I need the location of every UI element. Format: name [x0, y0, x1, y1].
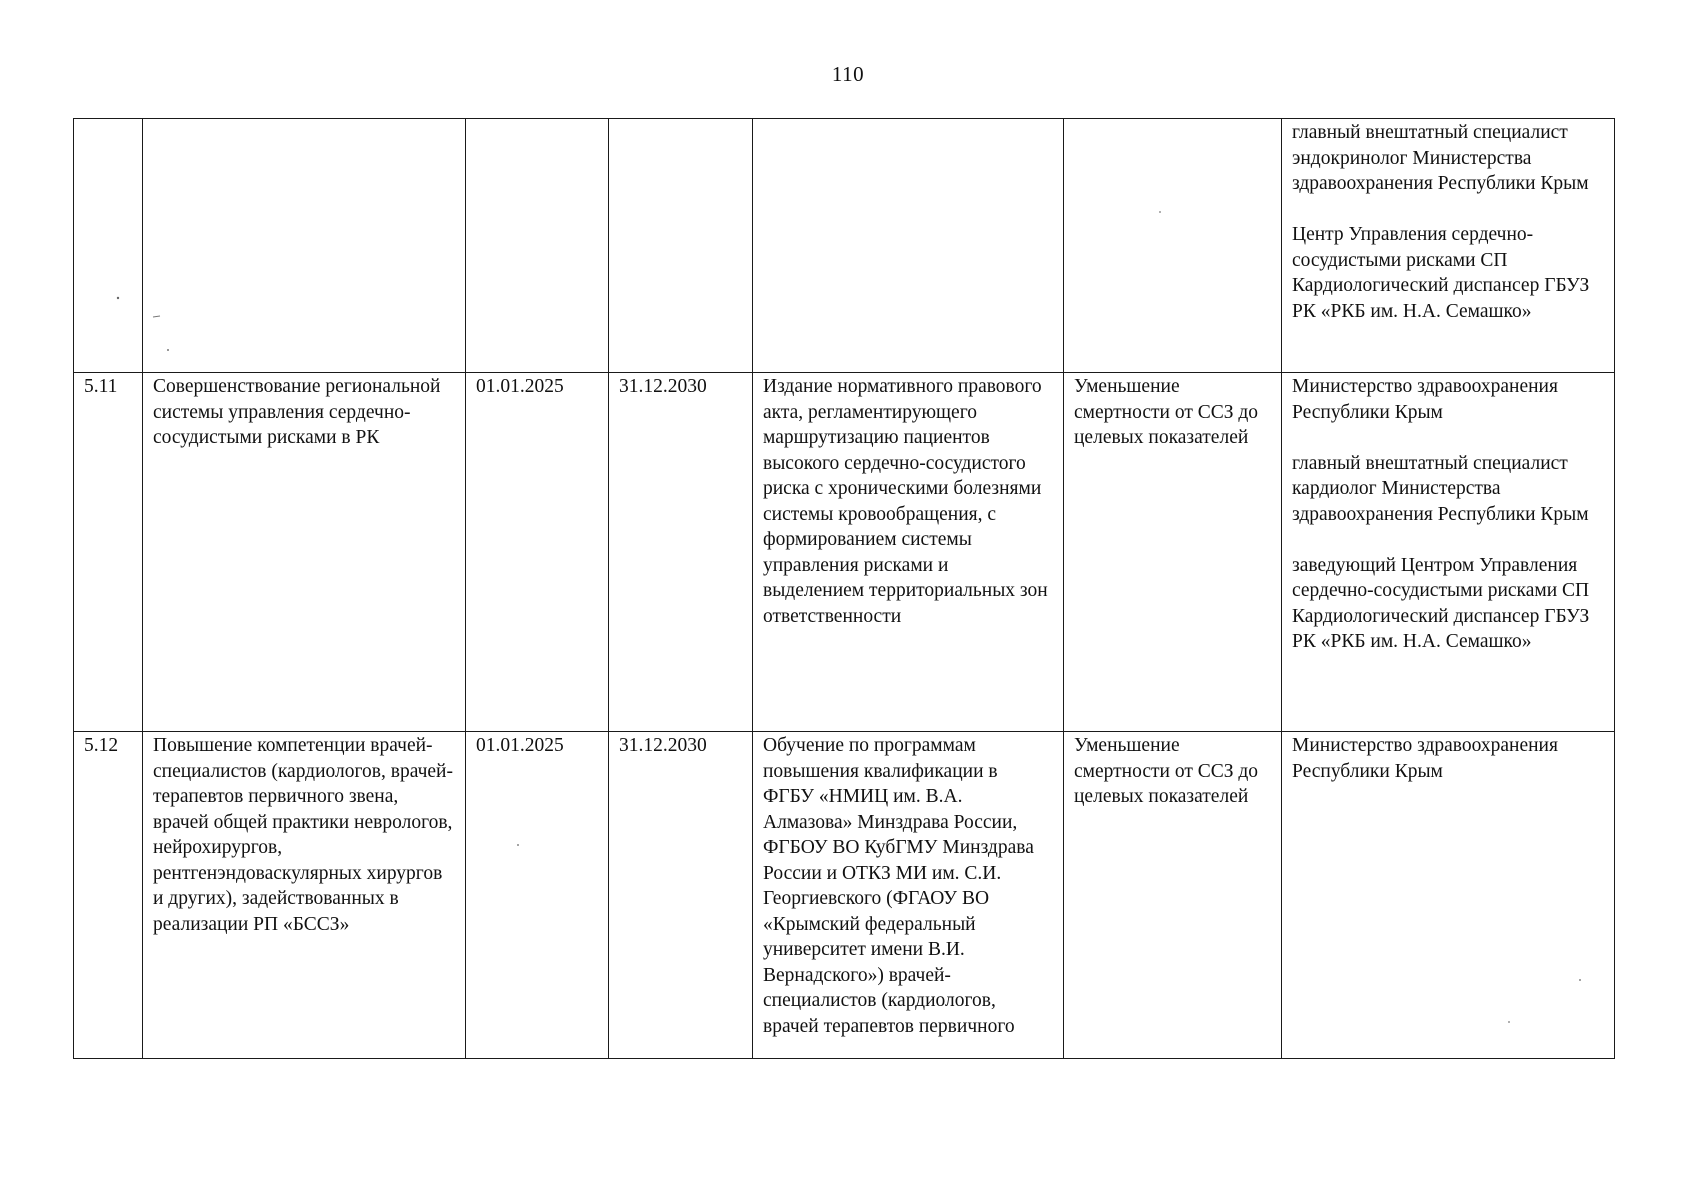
- cell-indicator: Уменьшение смертности от ССЗ до целевых показателей: [1064, 732, 1282, 1059]
- table-row: [74, 373, 1615, 732]
- responsible-entry: заведующий Центром Управления сердечно-сосудистыми рисками СП Кардиологический диспансер ГБУЗ РК «РКБ им. Н.А. Семашко»: [1292, 554, 1590, 652]
- cell-number: 5.11: [74, 373, 143, 732]
- table-row: [74, 119, 1615, 373]
- responsible-entry: Центр Управления сердечно-сосудистыми рисками СП Кардиологический диспансер ГБУЗ РК «РКБ им. Н.А. Семашко»: [1292, 224, 1590, 322]
- table-row: [74, 732, 1615, 1059]
- cell-result: Издание нормативного правового акта, регламентирующего маршрутизацию пациентов высокого сердечно-сосудистого риска с хроническими болезнями системы кровообращения, с формированием системы управления рисками и выделением территориальных зон ответственности: [753, 373, 1064, 732]
- cell-start-date: [466, 119, 609, 373]
- cell-number: 5.12: [74, 732, 143, 1059]
- responsible-entry: главный внештатный специалист кардиолог Министерства здравоохранения Республики Крым: [1292, 452, 1589, 525]
- cell-responsible: [1282, 373, 1615, 732]
- cell-indicator: Уменьшение смертности от ССЗ до целевых показателей: [1064, 373, 1282, 732]
- page-number: 110: [831, 62, 865, 86]
- cell-measure-name: Повышение компетенции врачей- специалистов (кардиологов, врачей-терапевтов первичного звена, врачей общей практики неврологов, нейрохирургов, рентгенэндоваскулярных хирургов и других), задействованных в реализации РП «БССЗ»: [143, 732, 466, 1059]
- cell-start-date: 01.01.2025: [466, 732, 609, 1059]
- cell-indicator: [1064, 119, 1282, 373]
- cell-measure-name: Совершенствование региональной системы управления сердечно-сосудистыми рисками в РК: [143, 373, 466, 732]
- cell-start-date: 01.01.2025: [466, 373, 609, 732]
- cell-responsible: [1282, 732, 1615, 1059]
- cell-responsible: [1282, 119, 1615, 373]
- cell-number: [74, 119, 143, 373]
- cell-end-date: [609, 119, 753, 373]
- cell-measure-name: [143, 119, 466, 373]
- responsible-entry: Министерство здравоохранения Республики Крым: [1292, 735, 1558, 782]
- responsible-entry: Министерство здравоохранения Республики Крым: [1292, 376, 1558, 423]
- cell-end-date: 31.12.2030: [609, 732, 753, 1059]
- measures-table: [73, 118, 1615, 1059]
- responsible-entry: главный внештатный специалист эндокринолог Министерства здравоохранения Республики Крым: [1292, 122, 1589, 194]
- cell-result: [753, 119, 1064, 373]
- cell-result: Обучение по программам повышения квалификации в ФГБУ «НМИЦ им. В.А. Алмазова» Минздрава России, ФГБОУ ВО КубГМУ Минздрава России и ОТКЗ МИ им. С.И. Георгиевского (ФГАОУ ВО «Крымский федеральный университет имени В.И. Вернадского») врачей- специалистов (кардиологов, врачей терапевтов первичного: [753, 732, 1064, 1059]
- cell-end-date: 31.12.2030: [609, 373, 753, 732]
